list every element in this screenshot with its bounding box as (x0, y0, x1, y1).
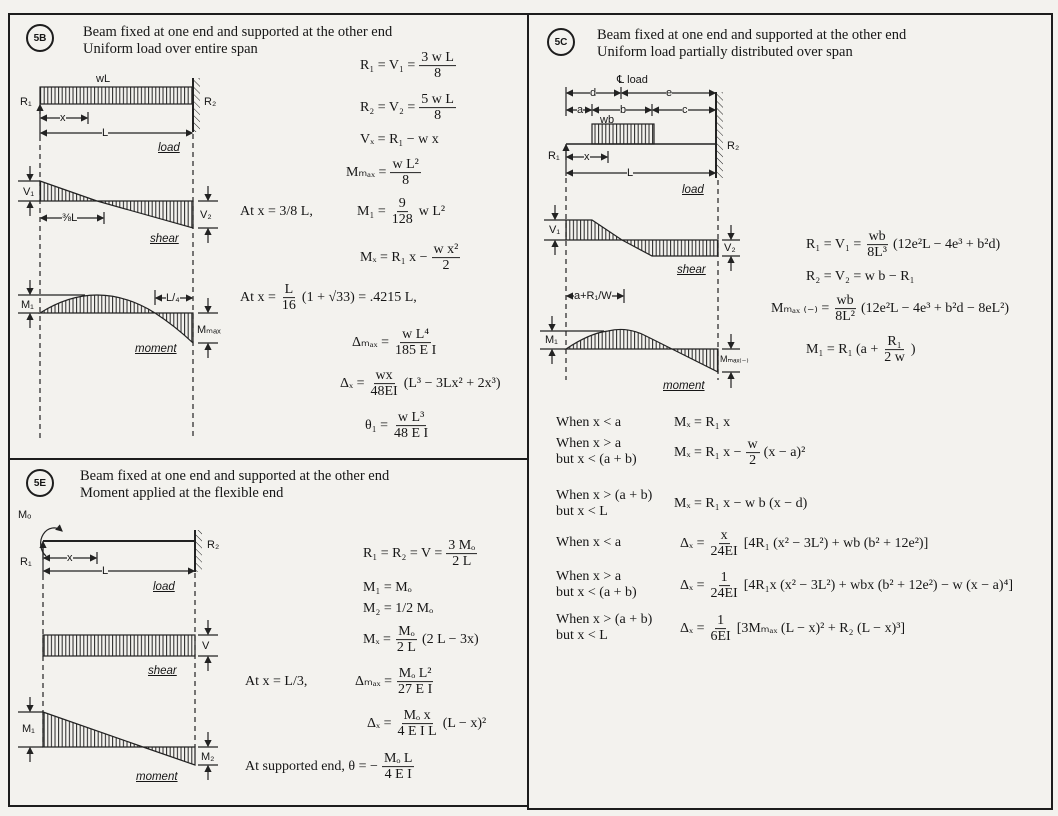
label-mmax-neg: Mₘₐₓ₍₋₎ (720, 354, 749, 364)
formula (674, 437, 805, 469)
formula-lhs: Mₓ = R₁ x (674, 415, 731, 430)
label-v1: V₁ (549, 224, 561, 236)
numerator: 9 (398, 196, 406, 212)
formula-lhs: Δₓ = (367, 716, 392, 731)
condition-line: but x < L (556, 628, 608, 643)
label-r2: R₂ (727, 140, 740, 152)
formula (680, 528, 928, 560)
denominator: 128 (391, 212, 413, 228)
formula-lhs: Mₓ = R₁ x − (360, 250, 428, 265)
label-m1: M₁ (545, 334, 558, 346)
caption-moment: moment (663, 380, 705, 392)
formula (360, 50, 456, 82)
label-l: L (102, 565, 109, 577)
case-badge-5b: 5B (26, 24, 54, 52)
5c-shear-diagram (544, 205, 740, 303)
label-d: d (590, 87, 597, 99)
formula-lhs: M₂ = 1/2 Mₒ (363, 601, 434, 616)
label-centerline-load: ℄ load (617, 74, 648, 86)
formula-lhs: R₁ = V₁ = (360, 58, 416, 73)
5c-moment-diagram (540, 316, 740, 388)
formula-lhs: R₂ = V₂ = w b − R₁ (806, 269, 915, 284)
label-r1: R₁ (548, 150, 560, 162)
numerator: 3 Mₒ (448, 538, 476, 554)
formula-lhs: R₁ = V₁ = (806, 237, 862, 252)
numerator: w L³ (397, 410, 425, 426)
case-badge-5e: 5E (26, 469, 54, 497)
formula-lhs: Mₓ = R₁ x − (674, 445, 742, 460)
label-v1: V₁ (23, 186, 35, 198)
caption-shear: shear (150, 233, 179, 245)
formula (674, 496, 807, 512)
5b-shear-diagram (18, 166, 218, 243)
caption-load: load (158, 142, 180, 154)
formula-rhs: (2 L − 3x) (421, 632, 479, 647)
formula-lhs: M₁ = Mₒ (363, 580, 412, 595)
5e-shear-diagram (43, 620, 218, 671)
numerator: wb (868, 229, 886, 245)
fraction (746, 437, 760, 469)
denominator: 8L³ (867, 245, 887, 261)
formula (363, 601, 433, 617)
formula-lhs: R₂ = V₂ = (360, 100, 416, 115)
numerator: 5 w L (421, 92, 454, 108)
numerator: Mₒ (398, 624, 415, 640)
label-v2: V₂ (724, 242, 736, 254)
formula-lhs: θ₁ = (365, 418, 388, 433)
title-line: Beam fixed at one end and supported at the other end (80, 468, 390, 484)
label-r1: R₁ (20, 556, 32, 568)
condition-line: When x < a (556, 535, 622, 550)
label-v: V (202, 640, 210, 652)
fraction (708, 613, 732, 645)
fraction (392, 410, 430, 442)
formula (245, 751, 414, 783)
formula-lhs: Δₘₐₓ = (352, 335, 390, 351)
formula (680, 613, 905, 645)
numerator: L (284, 282, 294, 298)
label-r1: R₁ (20, 96, 32, 108)
label-m1: M₁ (21, 299, 34, 311)
case-title-5e (80, 468, 389, 502)
formula-lhs: At supported end, θ = − (245, 759, 378, 774)
label-x: x (584, 151, 590, 163)
formula-rhs: (L³ − 3Lx² + 2x³) (403, 376, 501, 391)
fraction (280, 282, 298, 314)
formula-rhs: ) (910, 342, 916, 357)
numerator: w (747, 437, 758, 453)
formula-lhs: Mₓ = (363, 632, 391, 647)
formula-rhs: [3Mₘₐₓ (L − x)² + R₂ (L − x)³] (736, 621, 906, 637)
numerator: 3 w L (421, 50, 454, 66)
formula (806, 229, 1000, 261)
fraction (865, 229, 889, 261)
fraction (419, 50, 456, 82)
5b-load-diagram (40, 78, 200, 440)
denominator: 2 L (396, 640, 416, 656)
denominator: 4 E I (384, 767, 412, 783)
5e-moment-diagram (18, 697, 218, 780)
formula (240, 282, 417, 314)
formula-lhs: M₁ = (357, 204, 386, 219)
formula (363, 580, 412, 596)
fraction (882, 334, 907, 366)
formula (346, 157, 421, 189)
formula (806, 269, 914, 285)
formula (365, 410, 430, 442)
label-x: x (67, 552, 73, 564)
denominator: 8L² (835, 309, 855, 325)
formula (806, 334, 916, 366)
label-b: b (620, 104, 627, 116)
condition-line: When x > (a + b) (556, 488, 653, 503)
caption-load: load (153, 581, 175, 593)
label-a-plus-r1-over-w: a+R₁/W (574, 290, 612, 302)
formula-rhs: w L² (418, 204, 446, 219)
formula-lhs: Mₘₐₓ = (346, 165, 387, 181)
formula-rhs: (12e²L − 4e³ + b²d) (893, 237, 1001, 252)
formula-rhs: [4R₁x (x² − 3L²) + wbx (b² + 12e²) − w (x − a)⁴] (743, 578, 1014, 593)
denominator: 6EI (710, 629, 731, 645)
fraction (395, 624, 418, 656)
caption-load: load (682, 184, 704, 196)
label-wb: wb (600, 114, 615, 126)
formula (674, 415, 730, 431)
condition-line: but x < (a + b) (556, 452, 637, 467)
numerator: w L⁴ (402, 327, 430, 343)
fraction (395, 708, 438, 740)
numerator: 1 (720, 570, 728, 586)
denominator: 2 (749, 453, 757, 469)
label-v2: V₂ (200, 209, 212, 221)
label-l: L (627, 167, 634, 179)
denominator: 16 (281, 298, 296, 314)
title-line: Uniform load partially distributed over span (597, 44, 853, 60)
label-x: x (60, 112, 66, 124)
numerator: Mₒ x (403, 708, 431, 724)
numerator: wb (836, 293, 854, 309)
title-line: Uniform load over entire span (83, 41, 258, 57)
case-condition (556, 488, 652, 520)
fraction (390, 157, 420, 189)
fraction (419, 92, 456, 124)
case-badge-5c: 5C (547, 28, 575, 56)
condition-line: When x > a (556, 569, 622, 584)
formula (367, 708, 486, 740)
case-condition (556, 612, 652, 644)
case-title-5c (597, 27, 906, 61)
condition-line: When x > (a + b) (556, 612, 653, 627)
formula-rhs: (1 + √33) = .4215 L, (301, 290, 417, 305)
denominator: 8 (434, 66, 442, 82)
formula (352, 327, 438, 359)
label-three-eighths-l: ⅜L (62, 212, 78, 224)
title-line: Beam fixed at one end and supported at the other end (597, 27, 907, 43)
numerator: x (720, 528, 728, 544)
case-condition (556, 535, 621, 551)
fraction (833, 293, 857, 325)
label-r2: R₂ (204, 96, 217, 108)
label-mo: Mₒ (18, 509, 32, 521)
denominator: 2 L (452, 554, 472, 570)
numerator: Mₒ L (383, 751, 413, 767)
numerator: w L² (392, 157, 419, 173)
formula (680, 570, 1013, 602)
formula-lhs: R₁ = R₂ = V = (363, 546, 443, 561)
formula-lhs: Mₘₐₓ ₍₋₎ = (771, 301, 830, 317)
case-condition (556, 569, 637, 601)
case-condition (556, 436, 637, 468)
title-line: Moment applied at the flexible end (80, 485, 284, 501)
formula (340, 368, 501, 400)
label-l-quarter: L/₄ (166, 292, 180, 304)
formula-rhs: (x − a)² (763, 445, 806, 460)
denominator: 2 (442, 258, 450, 274)
formula-rhs: (L − x)² (442, 716, 487, 731)
formula (360, 132, 439, 148)
fraction (390, 196, 415, 228)
fraction (708, 528, 739, 560)
condition-line: When x < a (556, 415, 622, 430)
formula-lhs: Δₓ = (340, 376, 365, 391)
label-m2: M₂ (201, 751, 215, 763)
denominator: 24EI (710, 544, 738, 560)
denominator: 8 (402, 173, 410, 189)
numerator: R₁ (887, 334, 902, 350)
label-mmax: Mₘₐₓ (197, 324, 221, 336)
label-wl: wL (96, 73, 111, 85)
numerator: w x² (433, 242, 459, 258)
formula-lhs: Δₓ = (680, 621, 705, 636)
caption-shear: shear (677, 264, 706, 276)
formula-lhs: M₁ = R₁ (a + (806, 342, 879, 357)
caption-moment: moment (136, 771, 178, 783)
formula-lhs: At x = (240, 290, 276, 305)
fraction (382, 751, 415, 783)
fraction (393, 327, 438, 359)
formula (360, 92, 456, 124)
formula (355, 666, 434, 698)
5b-moment-diagram (18, 280, 218, 358)
formula-lhs: Δₓ = (680, 536, 705, 551)
formula (245, 674, 307, 690)
denominator: 185 E I (395, 343, 437, 359)
fraction (446, 538, 477, 570)
fraction (368, 368, 399, 400)
numerator: 1 (717, 613, 725, 629)
label-a: a (577, 104, 584, 116)
formula-lhs: Δₓ = (680, 578, 705, 593)
fraction (708, 570, 739, 602)
formula (363, 538, 477, 570)
numerator: Mₒ L² (398, 666, 432, 682)
title-line: Beam fixed at one end and supported at the other end (83, 24, 393, 40)
condition-line: When x > a (556, 436, 622, 451)
case-title-5b (83, 24, 392, 58)
denominator: 27 E I (398, 682, 433, 698)
label-e: e (666, 87, 673, 99)
formula (771, 293, 1009, 325)
formula (363, 624, 479, 656)
fraction (432, 242, 461, 274)
formula (357, 196, 445, 228)
denominator: 4 E I L (397, 724, 437, 740)
formula-lhs: Δₘₐₓ = (355, 674, 393, 690)
formula (240, 204, 313, 220)
denominator: 8 (434, 108, 442, 124)
caption-shear: shear (148, 665, 177, 677)
formula (360, 242, 460, 274)
formula-rhs: (12e²L − 4e³ + b²d − 8eL²) (860, 301, 1010, 316)
numerator: wx (375, 368, 393, 384)
caption-moment: moment (135, 343, 177, 355)
label-c: c (682, 104, 688, 116)
formula-lhs: Vₓ = R₁ − w x (360, 132, 439, 147)
formula-lhs: Mₓ = R₁ x − w b (x − d) (674, 496, 808, 511)
formula-lhs: At x = 3/8 L, (240, 204, 313, 219)
denominator: 2 w (884, 350, 905, 366)
fraction (396, 666, 434, 698)
denominator: 48 E I (393, 426, 429, 442)
label-m1: M₁ (22, 723, 35, 735)
case-condition (556, 415, 621, 431)
condition-line: but x < L (556, 504, 608, 519)
formula-lhs: At x = L/3, (245, 674, 308, 689)
label-l: L (102, 127, 109, 139)
label-r2: R₂ (207, 539, 220, 551)
denominator: 48EI (370, 384, 398, 400)
formula-rhs: [4R₁ (x² − 3L²) + wb (b² + 12e²)] (743, 536, 929, 551)
condition-line: but x < (a + b) (556, 585, 637, 600)
denominator: 24EI (710, 586, 738, 602)
